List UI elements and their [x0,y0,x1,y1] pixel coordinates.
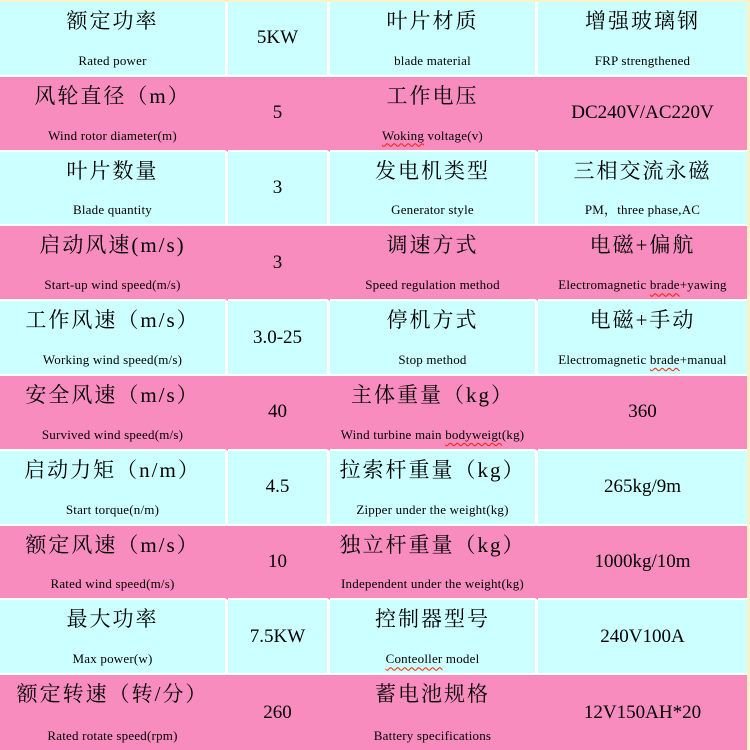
param-zh: 安全风速（m/s） [25,383,200,407]
param-en-text: (kg) [501,426,525,442]
param-zh: 最大功率 [66,607,159,632]
misspelled-word: bodyweigt [445,426,502,442]
value-cell [538,77,747,152]
param-en-text: Rated wind speed(m/s) [50,576,175,592]
param-en-text: Wind turbine main [340,426,446,442]
param-cell [0,600,228,675]
param-zh: 工作电压 [386,83,479,108]
value-cell [228,2,330,77]
param-en [398,353,466,368]
param-cell [330,376,538,451]
misspelled-word: brade [649,277,680,293]
param-en-text: voltage(v) [424,127,483,143]
table-row [0,376,747,451]
param-en-text: Electromagnetic [558,277,650,293]
param-en [43,353,182,368]
param-en [44,278,180,293]
misspelled-word: Woking [382,127,425,143]
param-en-text: Independent under the weight(kg) [341,576,524,592]
param-en [47,729,177,744]
param-en [50,577,174,592]
param-zh: 额定功率 [66,9,159,33]
param-en-text: Blade quantity [73,202,152,218]
param-cell [0,301,228,376]
value-cell [538,675,747,750]
param-value: 240V100A [600,625,685,647]
value-cell [538,226,747,301]
param-en [391,203,474,218]
param-zh: 拉索杆重量（kg） [339,457,526,482]
param-en [73,203,152,218]
param-en-text: Stop method [398,352,467,368]
param-en-text: Max power(w) [72,651,153,667]
param-value: 5 [272,102,283,124]
param-en-text: Generator style [391,202,474,218]
table-row [0,451,747,526]
param-en [42,428,183,443]
param-en-text: Battery specifications [373,728,492,744]
param-zh: 停机方式 [386,308,479,333]
param-value: 40 [268,401,287,423]
param-en [341,577,524,592]
table-row [0,2,747,77]
param-value: 7.5KW [249,625,306,647]
value-zh: 电磁+偏航 [589,233,696,258]
param-en [394,54,471,69]
param-cell [330,301,538,376]
value-zh: 增强玻璃钢 [585,9,700,33]
param-en [341,428,525,443]
param-value: 1000kg/10m [594,550,691,572]
value-cell [228,675,330,750]
param-value: 260 [263,701,292,723]
param-value: 5KW [256,27,299,49]
value-cell [228,77,330,152]
param-zh: 控制器型号 [375,607,490,632]
param-zh: 调速方式 [386,233,479,258]
param-zh: 独立杆重量（kg） [339,532,526,557]
value-cell [228,152,330,227]
table-row [0,526,747,601]
param-cell [0,152,228,227]
value-cell [538,2,747,77]
value-cell [538,152,747,227]
param-en [78,54,146,69]
table-row [0,301,747,376]
table-row [0,152,747,227]
misspelled-word: brade [649,352,680,368]
param-en [386,652,480,667]
param-value: 12V150AH*20 [583,701,702,723]
value-en [558,278,727,293]
param-en [48,129,177,144]
param-en-text: Survived wind speed(m/s) [41,426,184,442]
param-en-text: +manual [679,352,727,368]
param-en-text: Rated rotate speed(rpm) [47,728,178,744]
table-row [0,77,747,152]
param-en-text: blade material [394,52,471,68]
value-cell [538,376,747,451]
param-cell [330,77,538,152]
value-cell [228,600,330,675]
param-en-text: FRP strengthened [594,52,691,68]
param-zh: 启动风速(m/s) [39,233,186,258]
param-zh: 额定转速（转/分） [16,682,209,707]
param-en [374,729,491,744]
param-value: 3 [272,176,283,198]
param-zh: 启动力矩（n/m） [24,457,201,482]
misspelled-word: Conteoller [385,651,443,667]
param-cell [330,226,538,301]
value-cell [538,451,747,526]
param-cell [330,675,538,750]
value-en [585,203,700,218]
wind-turbine-spec-table [0,2,747,750]
param-en-text: Electromagnetic [558,352,650,368]
param-cell [330,2,538,77]
value-cell [228,376,330,451]
param-value: 265kg/9m [603,476,682,498]
table-row [0,675,747,750]
param-en [365,278,500,293]
param-cell [0,526,228,601]
param-en-text: Start torque(n/m) [65,501,160,517]
param-value: 3.0-25 [252,326,303,348]
param-zh: 发电机类型 [375,158,490,183]
table-row [0,226,747,301]
param-value: 10 [268,550,287,572]
param-zh: 主体重量（kg） [351,383,514,407]
param-cell [0,376,228,451]
param-en-text: model [442,651,480,667]
value-en [558,353,727,368]
value-cell [538,600,747,675]
param-zh: 额定风速（m/s） [25,532,200,557]
param-cell [330,152,538,227]
value-cell [228,301,330,376]
param-cell [0,2,228,77]
param-cell [0,226,228,301]
value-zh: 电磁+手动 [589,308,696,333]
param-cell [0,675,228,750]
value-zh: 三相交流永磁 [573,158,712,183]
param-en-text: Speed regulation method [365,277,500,293]
value-cell [228,451,330,526]
param-zh: 蓄电池规格 [375,682,490,707]
param-cell [0,77,228,152]
param-en-text: +yawing [679,277,727,293]
param-value: DC240V/AC220V [571,102,714,124]
param-cell [330,526,538,601]
param-en [66,503,159,518]
value-cell [538,301,747,376]
param-zh: 叶片材质 [386,9,479,33]
param-en [356,503,508,518]
param-cell [330,600,538,675]
param-en-text: Start-up wind speed(m/s) [44,277,181,293]
param-value: 4.5 [265,476,290,498]
value-cell [228,526,330,601]
value-cell [538,526,747,601]
value-cell [228,226,330,301]
value-en [595,54,691,69]
param-en-text: Working wind speed(m/s) [42,352,183,368]
param-value: 3 [272,251,283,273]
param-cell [330,451,538,526]
param-en-text: PM，three phase,AC [584,202,701,218]
param-cell [0,451,228,526]
param-en [382,129,483,144]
param-en [72,652,152,667]
param-en-text: Rated power [78,52,147,68]
table-row [0,600,747,675]
param-en-text: Zipper under the weight(kg) [356,501,509,517]
param-zh: 风轮直径（m） [34,83,191,108]
param-zh: 叶片数量 [66,158,159,183]
param-en-text: Wind rotor diameter(m) [48,127,177,143]
param-zh: 工作风速（m/s） [25,308,200,333]
param-value: 360 [628,401,657,423]
